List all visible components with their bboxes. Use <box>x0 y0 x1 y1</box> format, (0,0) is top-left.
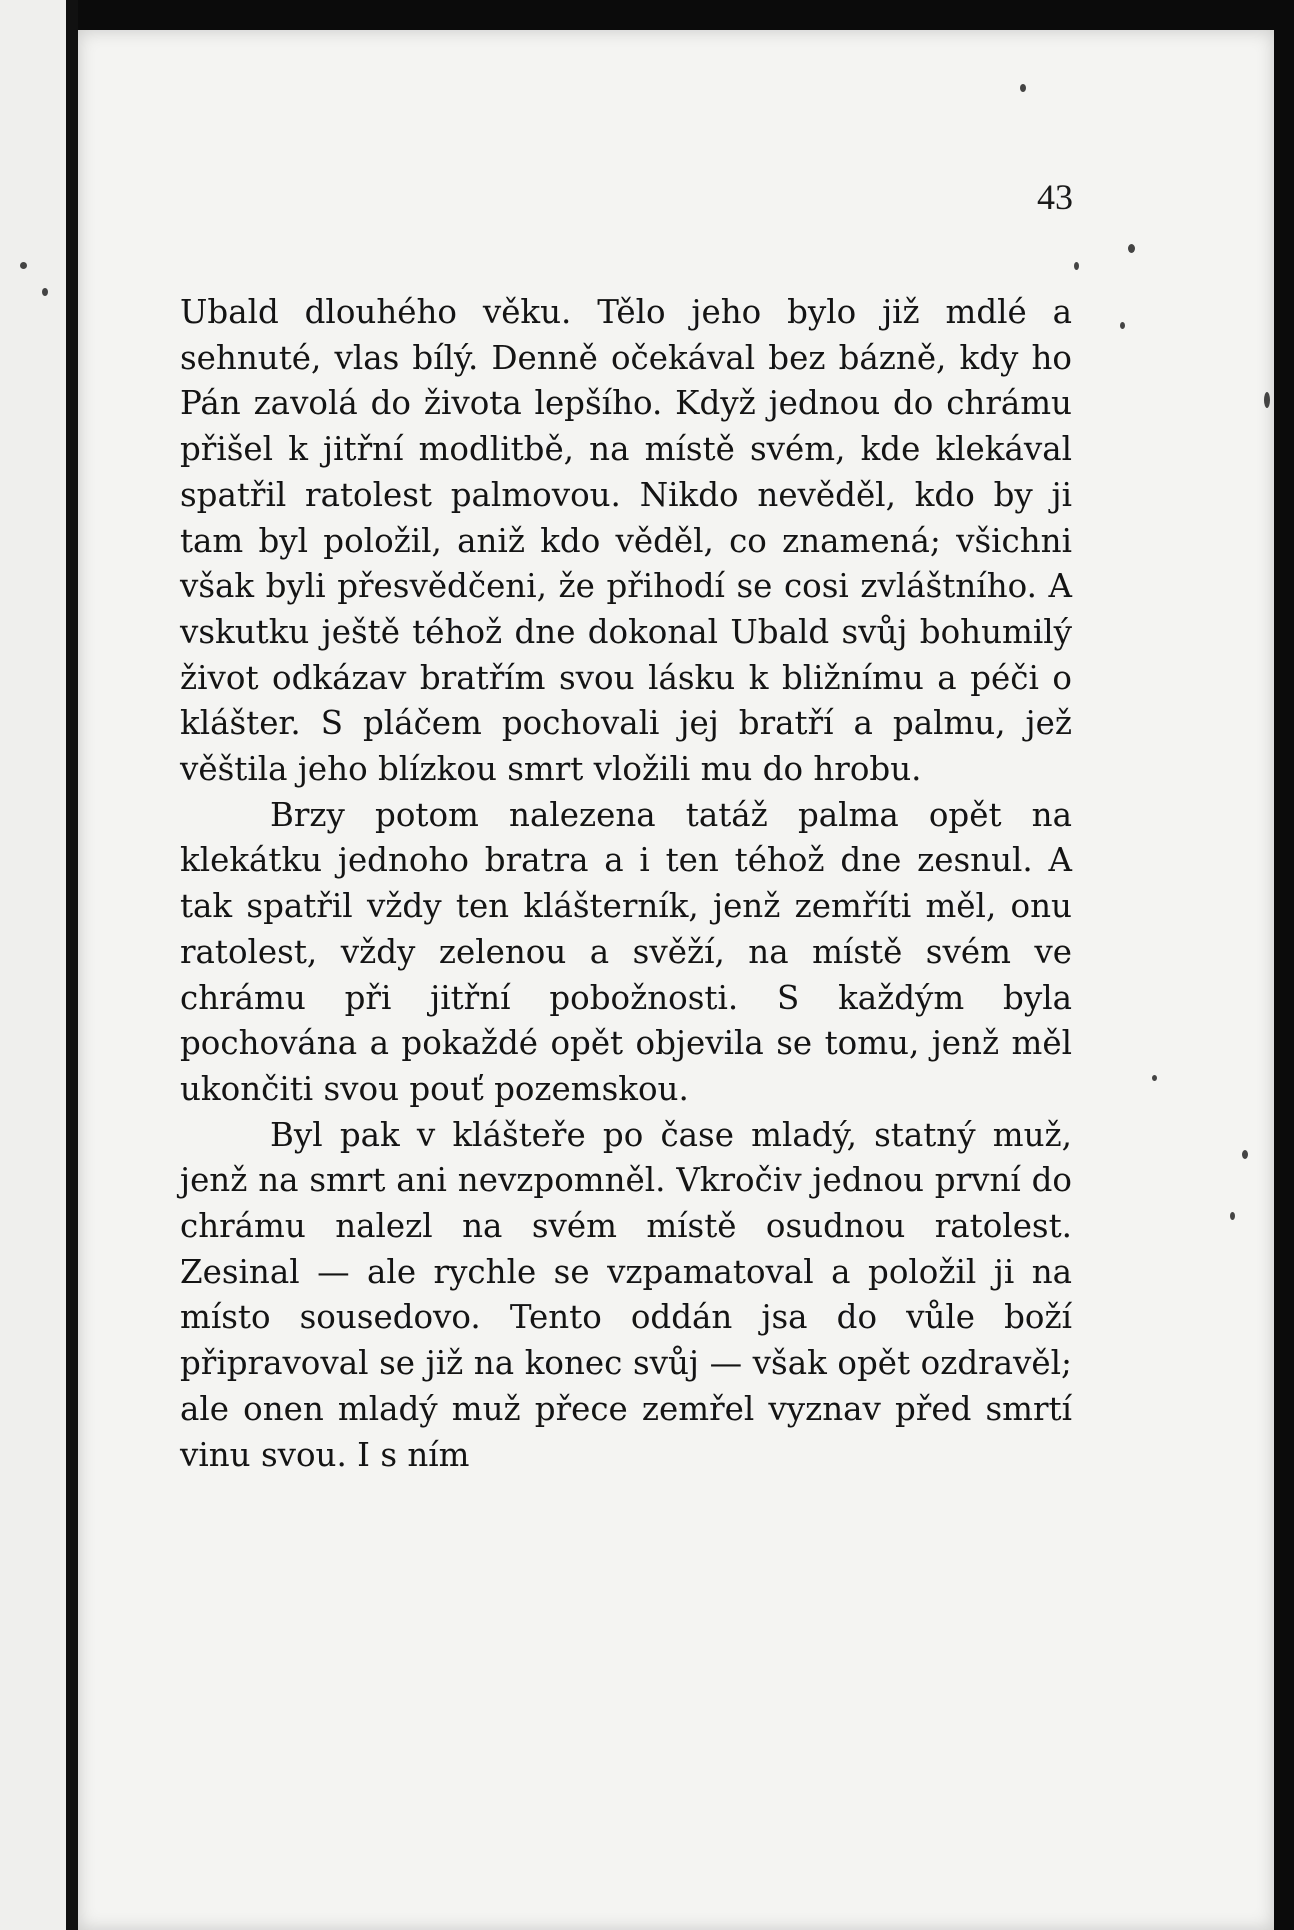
left-page-edge <box>0 0 66 1930</box>
body-text <box>180 290 1072 1478</box>
scan-speck <box>1120 322 1125 329</box>
scan-speck <box>1074 262 1079 270</box>
paragraph-3: Byl pak v klášteře po čase mladý, statný muž, jenž na smrt ani nevzpomněl. Vkročiv jednou první do chrámu nalezl na svém místě osudnou ratolest. Zesinal — ale rychle se vzpamatoval a položil ji na místo sousedovo. Tento oddán jsa do vůle boží připravoval se již na konec svůj — však opět ozdravěl; ale onen mladý muž přece zemřel vyznav před smrtí vinu svou. I s ním <box>180 1115 1072 1474</box>
paragraph-2: Brzy potom nalezena tatáž palma opět na klekátku jednoho bratra a i ten téhož dne zesnul. A tak spatřil vždy ten klášterník, jenž zemříti měl, onu ratolest, vždy zelenou a svěží, na místě svém ve chrámu při jitřní pobožnosti. S každým byla pochována a pokaždé opět objevila se tomu, jenž měl ukončiti svou pouť pozemskou. <box>180 795 1072 1108</box>
paragraph-1: Ubald dlouhého věku. Tělo jeho bylo již mdlé a sehnuté, vlas bílý. Denně očekával bez bázně, kdy ho Pán zavolá do života lepšího. Když jednou do chrámu přišel k jitřní modlitbě, na místě svém, kde klekával spatřil ratolest palmovou. Nikdo nevěděl, kdo by ji tam byl položil, aniž kdo věděl, co znamená; všichni však byli přesvědčeni, že přihodí se cosi zvláštního. A vskutku ještě téhož dne dokonal Ubald svůj bohumilý život odkázav bratřím svou lásku k bližnímu a péči o klášter. S pláčem pochovali jej bratří a palmu, jež věštila jeho blízkou smrt vložili mu do hrobu. <box>180 293 1072 789</box>
scan-speck <box>1230 1212 1235 1220</box>
scan-speck <box>20 262 27 269</box>
scan-speck <box>1020 84 1026 92</box>
scan-speck <box>1264 392 1270 408</box>
scan-speck <box>1242 1150 1248 1159</box>
scan-speck <box>42 288 48 296</box>
scan-speck <box>1152 1075 1157 1081</box>
page-number: 43 <box>1037 177 1073 217</box>
scan-speck <box>1128 244 1135 253</box>
book-gutter <box>66 0 78 1930</box>
